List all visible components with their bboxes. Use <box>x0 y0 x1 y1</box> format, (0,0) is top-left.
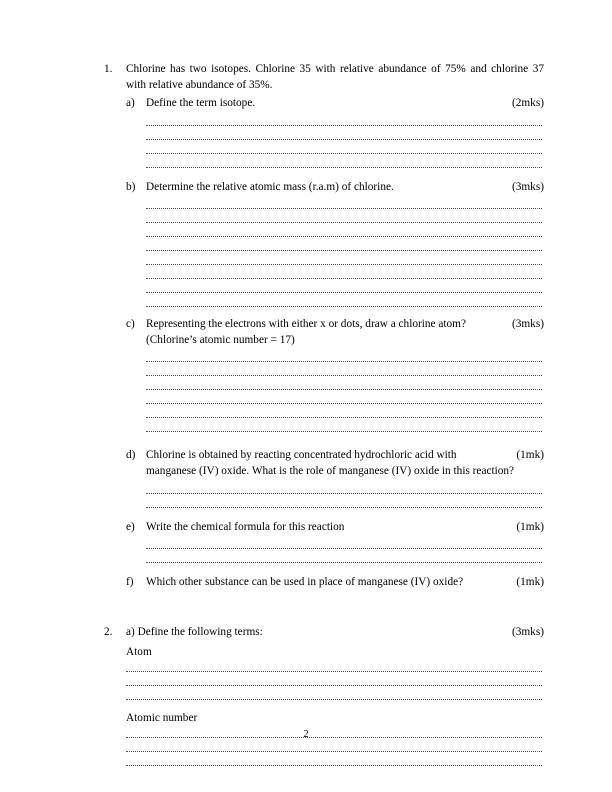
question-1f <box>126 575 544 591</box>
question-1d-marks: (1mk) <box>516 449 544 462</box>
question-1-stem: Chlorine has two isotopes. Chlorine 35 with relative abundance of 75% and chlorine 37 with relative abundance of 35%. <box>126 63 544 91</box>
answer-line[interactable] <box>146 389 542 390</box>
answer-line[interactable] <box>126 751 542 752</box>
answer-lines-1e[interactable] <box>146 548 542 563</box>
question-1c-label: c) <box>126 318 135 331</box>
question-1b-marks: (3mks) <box>511 180 544 193</box>
answer-line[interactable] <box>146 548 542 549</box>
question-1c-text-wrap <box>146 317 544 348</box>
question-1e <box>126 520 544 536</box>
answer-lines-term-atom[interactable] <box>126 671 542 700</box>
question-1f-label: f) <box>126 576 134 589</box>
question-1c-marks: (3mks) <box>511 318 544 331</box>
question-1f-marks: (1mk) <box>516 576 544 589</box>
question-1d <box>126 448 544 479</box>
answer-line[interactable] <box>146 361 542 362</box>
answer-line[interactable] <box>146 208 542 209</box>
answer-line[interactable] <box>126 765 542 766</box>
answer-lines-term-atomic-number[interactable] <box>126 737 542 766</box>
question-1c-text: Representing the electrons with either x or dots, draw a chlorine atom? <box>146 318 466 331</box>
answer-lines-1d[interactable] <box>146 493 542 508</box>
question-1a-text-wrap <box>146 96 544 112</box>
question-1a-marks: (2mks) <box>511 97 544 110</box>
question-1e-text-wrap <box>146 520 544 536</box>
question-1a <box>126 96 544 112</box>
question-1-number: 1. <box>104 63 113 75</box>
answer-lines-1c[interactable] <box>146 361 542 432</box>
question-2-marks: (3mks) <box>511 625 544 638</box>
answer-line[interactable] <box>146 403 542 404</box>
question-1e-marks: (1mk) <box>516 520 544 533</box>
question-2-stem: a) Define the following terms: <box>126 625 263 638</box>
question-1b <box>126 180 544 196</box>
question-2-number: 2. <box>104 625 113 638</box>
answer-line[interactable] <box>146 375 542 376</box>
answer-line[interactable] <box>126 699 542 700</box>
question-1b-label: b) <box>126 180 136 193</box>
answer-line[interactable] <box>146 153 542 154</box>
question-1c <box>126 317 544 348</box>
answer-line[interactable] <box>126 671 542 672</box>
answer-lines-1a[interactable] <box>146 125 542 168</box>
answer-lines-1b[interactable] <box>146 208 542 307</box>
question-1d-label: d) <box>126 449 136 462</box>
answer-line[interactable] <box>146 264 542 265</box>
answer-line[interactable] <box>146 292 542 293</box>
page-number: 2 <box>303 729 309 740</box>
answer-line[interactable] <box>126 685 542 686</box>
answer-line[interactable] <box>146 278 542 279</box>
question-1d-text-wrap <box>146 448 544 479</box>
question-1d-text: Chlorine is obtained by reacting concentrated hydrochloric acid with manganese (IV) oxide. What is the role of manganese (IV) oxide in this reaction? <box>146 449 515 478</box>
question-1c-text-2: (Chlorine’s atomic number = 17) <box>146 333 295 346</box>
question-2 <box>104 625 544 641</box>
answer-line[interactable] <box>146 417 542 418</box>
question-1f-text: Which other substance can be used in place of manganese (IV) oxide? <box>146 576 464 589</box>
answer-line[interactable] <box>146 250 542 251</box>
answer-line[interactable] <box>146 493 542 494</box>
answer-line[interactable] <box>146 236 542 237</box>
question-1a-text: Define the term isotope. <box>146 97 256 110</box>
question-1b-text: Determine the relative atomic mass (r.a.m) of chlorine. <box>146 180 394 193</box>
question-2-stem-wrap <box>126 625 544 641</box>
answer-line[interactable] <box>146 139 542 140</box>
answer-line[interactable] <box>146 125 542 126</box>
question-1b-text-wrap <box>146 180 544 196</box>
answer-line[interactable] <box>146 222 542 223</box>
question-1e-text: Write the chemical formula for this reaction <box>146 520 345 533</box>
term-atomic-number-label: Atomic number <box>126 712 198 725</box>
question-1f-text-wrap <box>146 575 544 591</box>
question-1e-label: e) <box>126 520 135 533</box>
question-1a-label: a) <box>126 97 135 110</box>
question-1 <box>104 62 544 93</box>
term-atom-label: Atom <box>126 646 152 659</box>
